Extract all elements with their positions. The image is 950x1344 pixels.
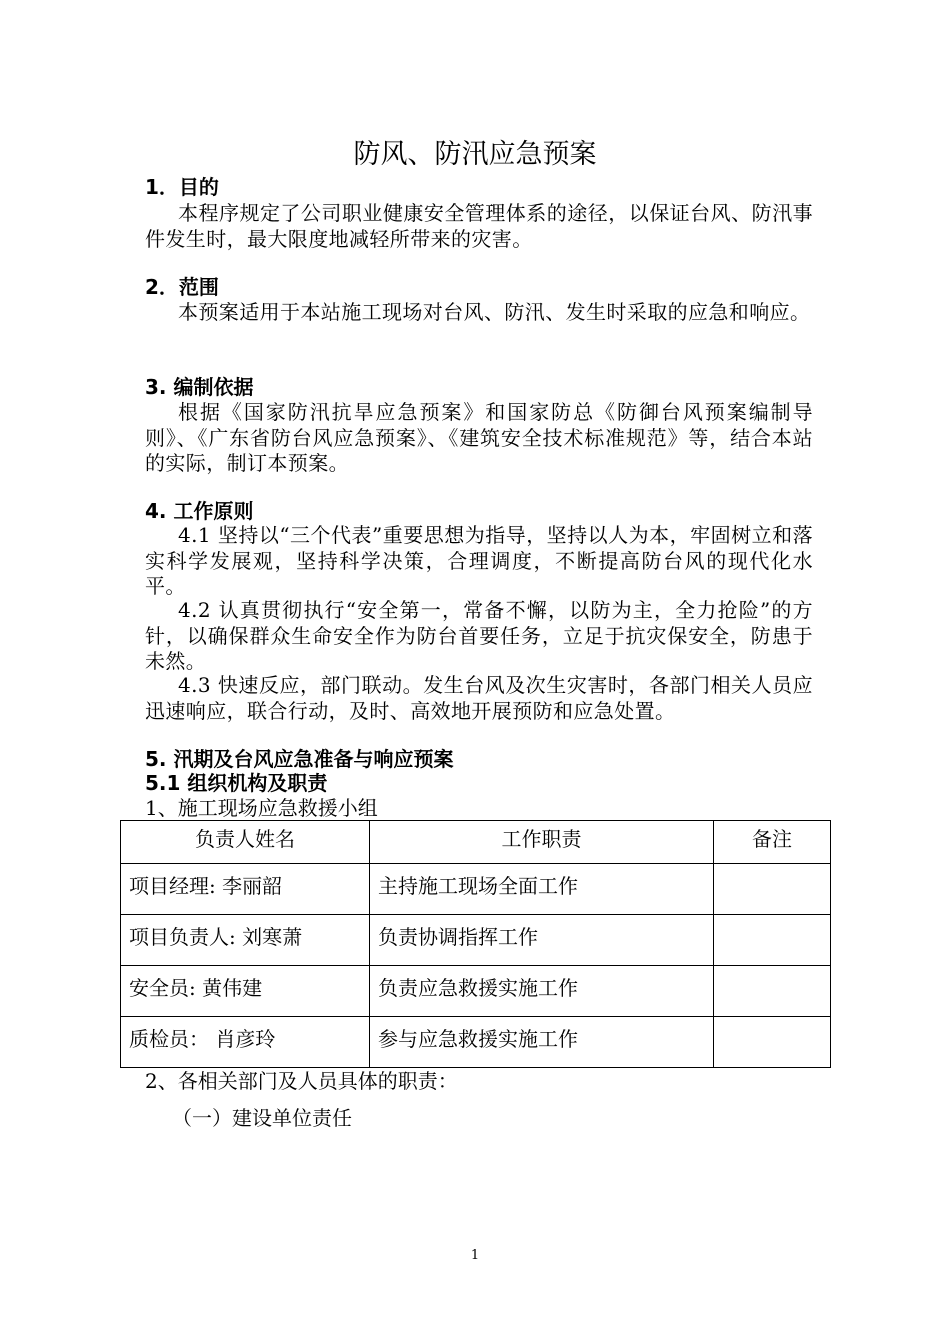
section-3-body: 根据《国家防汛抗旱应急预案》和国家防总《防御台风预案编制导则》、《广东省防台风应急预案》、《建筑安全技术标准规范》等，结合本站的实际，制订本预案。 <box>145 400 813 475</box>
rescue-team-label: 1、施工现场应急救援小组 <box>145 796 378 820</box>
section-4-heading: 4. 工作原则 <box>145 499 254 523</box>
table-cell-note <box>714 915 831 966</box>
rescue-team-table <box>120 820 831 1068</box>
table-cell-note <box>714 966 831 1017</box>
page-number: 1 <box>470 1248 480 1263</box>
table-cell-duty: 负责应急救援实施工作 <box>370 966 714 1017</box>
table-header-cell: 备注 <box>714 821 831 864</box>
table-row <box>121 1017 831 1068</box>
duties-label: 2、各相关部门及人员具体的职责： <box>145 1069 458 1093</box>
table-cell-name: 项目经理: 李丽韶 <box>121 864 370 915</box>
table-header-cell: 负责人姓名 <box>121 821 370 864</box>
duty-item-1: （一）建设单位责任 <box>172 1106 352 1130</box>
table-cell-name: 项目负责人: 刘寒萧 <box>121 915 370 966</box>
section-3-heading: 3. 编制依据 <box>145 375 254 399</box>
table-header-row <box>121 821 831 864</box>
section-2-body: 本预案适用于本站施工现场对台风、防汛、发生时采取的应急和响应。 <box>178 300 811 324</box>
table-row <box>121 864 831 915</box>
table-row <box>121 966 831 1017</box>
table-cell-note <box>714 864 831 915</box>
section-4-principle-1: 4.1 坚持以“三个代表”重要思想为指导，坚持以人为本，牢固树立和落实科学发展观，坚持科学决策，合理调度，不断提高防台风的现代化水平。 <box>145 523 813 598</box>
section-1-body: 本程序规定了公司职业健康安全管理体系的途径，以保证台风、防汛事件发生时，最大限度地减轻所带来的灾害。 <box>145 201 813 251</box>
table-header-cell: 工作职责 <box>370 821 714 864</box>
document-title: 防风、防汛应急预案 <box>353 139 597 170</box>
table-cell-name: 安全员: 黄伟建 <box>121 966 370 1017</box>
section-1-heading: 1．目的 <box>145 175 219 199</box>
section-4-principle-2: 4.2 认真贯彻执行“安全第一，常备不懈，以防为主，全力抢险”的方针，以确保群众生命安全作为防台首要任务，立足于抗灾保安全，防患于未然。 <box>145 598 813 673</box>
section-5-1-heading: 5.1 组织机构及职责 <box>145 771 328 795</box>
table-row <box>121 915 831 966</box>
table-cell-duty: 负责协调指挥工作 <box>370 915 714 966</box>
table-cell-duty: 主持施工现场全面工作 <box>370 864 714 915</box>
table-cell-name: 质检员： 肖彦玲 <box>121 1017 370 1068</box>
table-cell-duty: 参与应急救援实施工作 <box>370 1017 714 1068</box>
section-4-principle-3: 4.3 快速反应，部门联动。发生台风及次生灾害时，各部门相关人员应迅速响应，联合行动，及时、高效地开展预防和应急处置。 <box>145 673 813 723</box>
section-2-heading: 2．范围 <box>145 275 219 299</box>
section-5-heading: 5. 汛期及台风应急准备与响应预案 <box>145 747 454 771</box>
table-cell-note <box>714 1017 831 1068</box>
